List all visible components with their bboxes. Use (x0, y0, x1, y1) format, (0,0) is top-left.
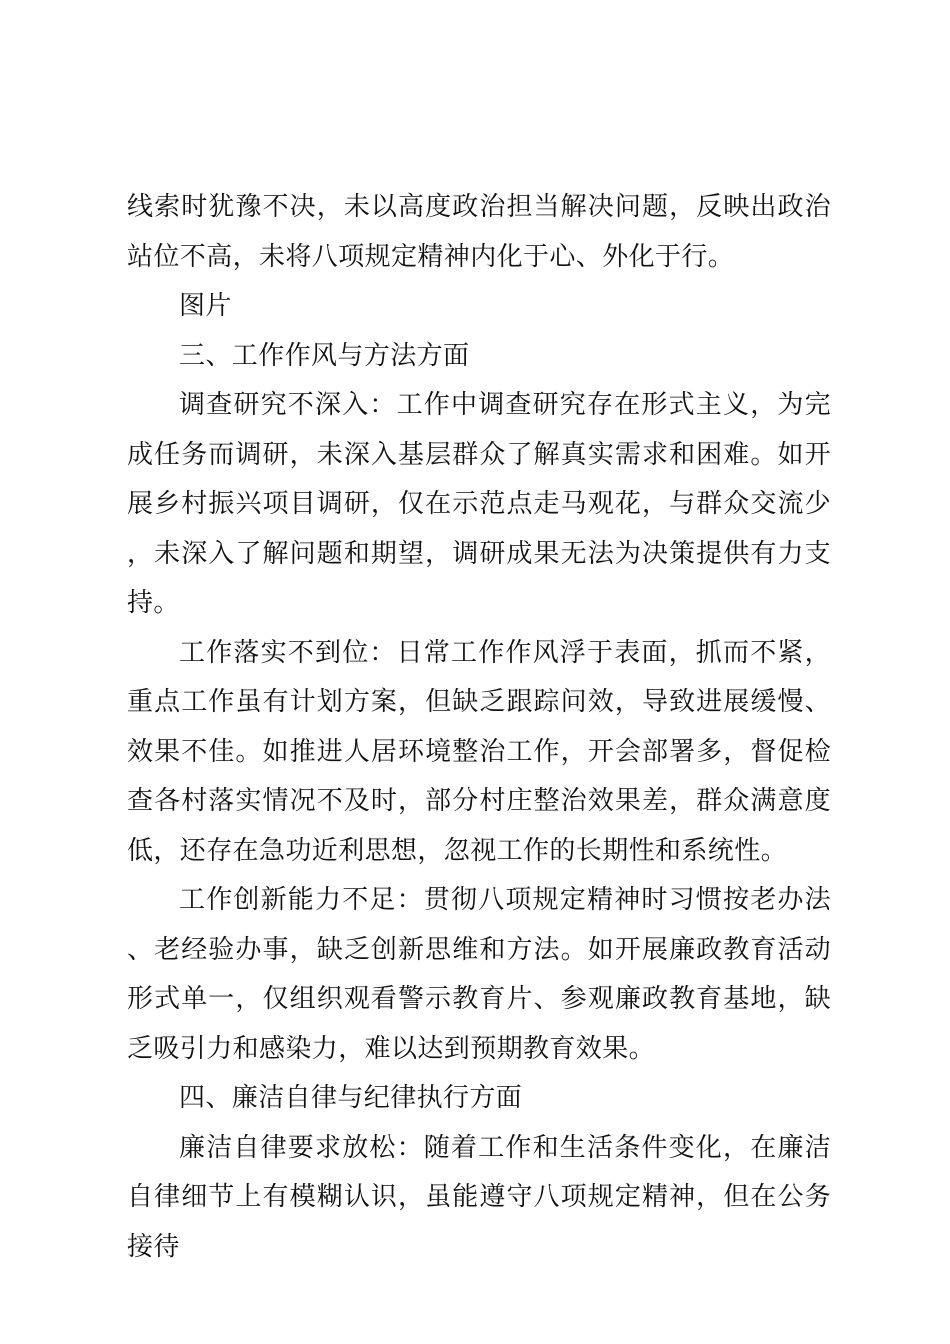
image-placeholder-label: 图片 (179, 291, 232, 321)
paragraph-innovation: 工作创新能力不足：贯彻八项规定精神时习惯按老办法、老经验办事，缺乏创新思维和方法。如开展廉政教育活动形式单一，仅组织观看警示教育片、参观廉政教育基地，缺乏吸引力和感染力，难以达到预期教育效果。 (127, 885, 831, 1064)
document-body (127, 183, 831, 1272)
paragraph-integrity: 廉洁自律要求放松：随着工作和生活条件变化，在廉洁自律细节上有模糊认识，虽能遵守八项规定精神，但在公务接待 (127, 1132, 831, 1262)
section-heading-3: 三、工作作风与方法方面 (179, 340, 470, 371)
paragraph-implementation: 工作落实不到位：日常工作作风浮于表面，抓而不紧，重点工作虽有计划方案，但缺乏跟踪问效，导致进展缓慢、效果不佳。如推进人居环境整治工作，开会部署多，督促检查各村落实情况不及时，部分村庄整治效果差，群众满意度低，还存在急功近利思想，忽视工作的长期性和系统性。 (127, 637, 831, 866)
paragraph-continuation: 线索时犹豫不决，未以高度政治担当解决问题，反映出政治站位不高，未将八项规定精神内化于心、外化于行。 (127, 192, 831, 272)
section-heading-4: 四、廉洁自律与纪律执行方面 (179, 1083, 523, 1113)
paragraph-research: 调查研究不深入：工作中调查研究存在形式主义，为完成任务而调研，未深入基层群众了解真实需求和困难。如开展乡村振兴项目调研，仅在示范点走马观花，与群众交流少，未深入了解问题和期望，调研成果无法为决策提供有力支持。 (127, 390, 831, 618)
